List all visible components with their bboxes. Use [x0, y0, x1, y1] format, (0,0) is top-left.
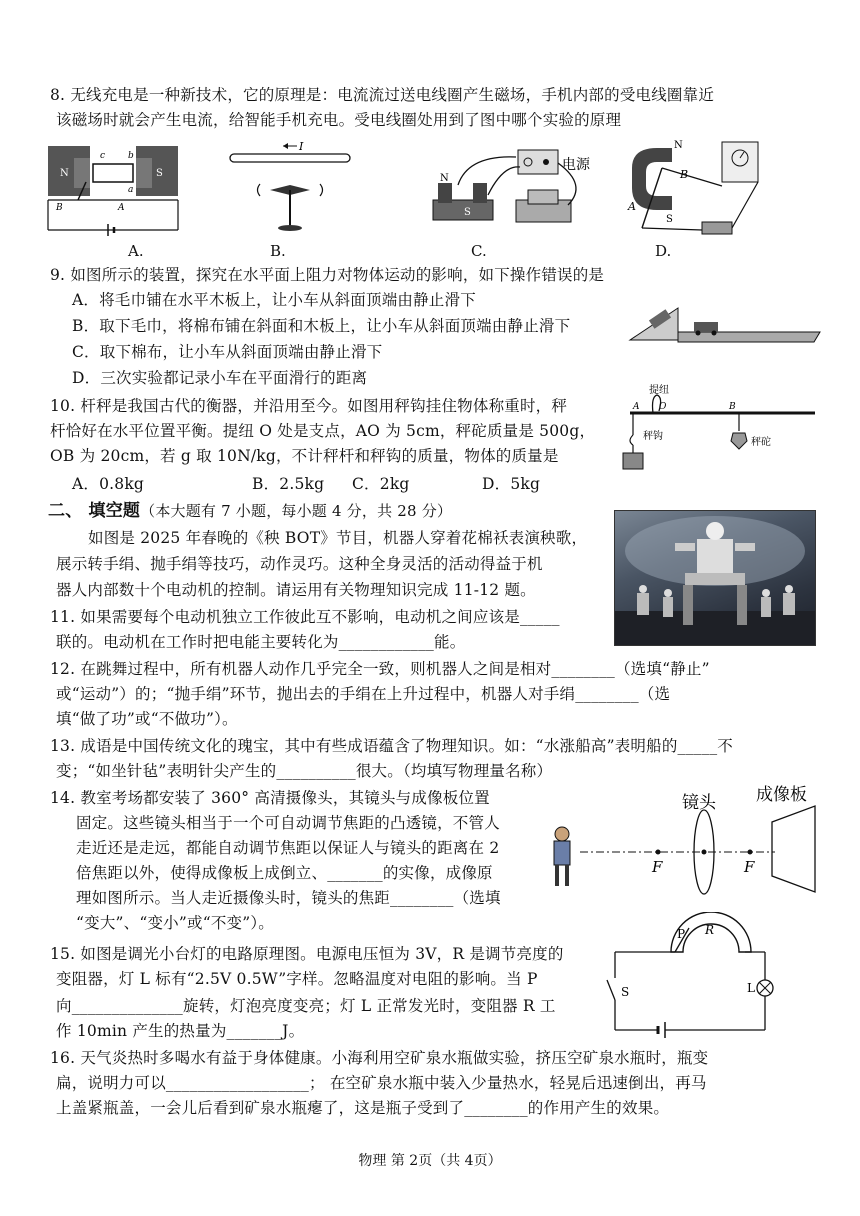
q8-d-label-b: B	[680, 168, 689, 181]
q8-a-label-A: A	[118, 203, 125, 213]
q8-d-label-n: N	[674, 140, 683, 151]
q14-line3: 走近还是走远，都能自动调节焦距以保证人与镜头的距离在 2	[76, 839, 500, 857]
q8-d-label-a: A	[628, 200, 636, 213]
intro-line1: 如图是 2025 年春晚的《秧 BOT》节目，机器人穿着花棉袄表演秧歌，	[88, 529, 588, 547]
q14-line6: “变大”、“变小”或“不变”）。	[76, 914, 274, 932]
q14-line1: 14. 教室考场都安装了 360° 高清摄像头，其镜头与成像板位置	[50, 789, 490, 807]
q9-option-c: C．取下棉布，让小车从斜面顶端由静止滑下	[72, 343, 383, 361]
q14-line4: 倍焦距以外，使得成像板上成倒立、_______的实像，成像原	[76, 864, 493, 882]
q14-lens-label: 镜头	[682, 793, 716, 813]
q8-line1: 8. 无线充电是一种新技术，它的原理是：电流流过送电线圈产生磁场，手机内部的受电线圈靠近	[50, 86, 715, 104]
q11-line2: 联的。电动机在工作时把电能主要转化为____________能。	[56, 633, 466, 651]
q14-line2: 固定。这些镜头相当于一个可自动调节焦距的凸透镜，不管人	[76, 814, 500, 832]
q14-focus-label-right: F	[744, 858, 755, 876]
q8-option-d: D.	[655, 242, 672, 260]
q8-option-c: C.	[471, 242, 487, 260]
q16-line1: 16. 天气炎热时多喝水有益于身体健康。小海利用空矿泉水瓶做实验，挤压空矿泉水瓶时，瓶变	[50, 1049, 709, 1067]
q10-label-o: O	[659, 402, 667, 412]
q12-line1: 12. 在跳舞过程中，所有机器人动作几乎完全一致，则机器人之间是相对________（选填“静止”	[50, 660, 710, 678]
q15-label-r: R	[705, 923, 715, 937]
q12-line3: 填“做了功”或“不做功”）。	[56, 710, 238, 728]
q8-a-label-c: c	[100, 151, 106, 161]
q9-ramp-figure	[628, 300, 823, 350]
intro-line2: 展示转手绢、抛手绢等技巧，动作灵巧。这种全身灵活的活动得益于机	[56, 555, 543, 573]
q8-a-label-s: S	[156, 168, 163, 179]
q15-label-p: P	[677, 927, 686, 941]
q8-c-label-n: N	[440, 173, 449, 184]
q14-focus-label-left: F	[652, 858, 663, 876]
q8-option-a: A.	[128, 242, 144, 260]
q14-board-label: 成像板	[756, 785, 807, 805]
section2-title	[48, 500, 452, 522]
q14-lens-figure	[540, 780, 830, 900]
q15-line4: 作 10min 产生的热量为_______J。	[56, 1022, 305, 1040]
q8-figure-c	[428, 145, 598, 240]
q15-line2: 变阻器，灯 L 标有“2.5V 0.5W”字样。忽略温度对电阻的影响。当 P	[56, 970, 538, 988]
q15-circuit-figure	[605, 912, 805, 1042]
q11-line1: 11. 如果需要每个电动机独立工作彼此互不影响，电动机之间应该是_____	[50, 608, 560, 626]
q10-knob-label: 提纽	[649, 385, 669, 396]
q15-label-l: L	[747, 981, 755, 995]
q8-a-label-b: b	[128, 151, 134, 161]
q8-option-b: B.	[270, 242, 286, 260]
q8-c-label-s: S	[464, 207, 471, 218]
q9-stem: 9. 如图所示的装置，探究在水平面上阻力对物体运动的影响，如下操作错误的是	[50, 266, 605, 284]
q15-label-s: S	[621, 985, 630, 999]
q10-steelyard-figure	[615, 383, 820, 473]
q8-a-label-n: N	[60, 168, 69, 179]
q8-a-label-B: B	[56, 203, 63, 213]
q10-option-d: D．5kg	[482, 475, 541, 493]
q8-line2: 该磁场时就会产生电流，给智能手机充电。受电线圈处用到了图中哪个实验的原理	[56, 111, 622, 129]
q16-line3: 上盖紧瓶盖，一会儿后看到矿泉水瓶瘪了，这是瓶子受到了________的作用产生的效果。	[56, 1099, 670, 1117]
q8-figure-d	[622, 138, 782, 243]
q8-c-power-label: 电源	[562, 157, 590, 173]
page-footer: 物理 第 2页（共 4页）	[358, 1153, 502, 1169]
q9-option-d: D．三次实验都记录小车在平面滑行的距离	[72, 369, 368, 387]
q16-line2: 扁，说明力可以__________________； 在空矿泉水瓶中装入少量热水，轻晃后迅速倒出，再马	[56, 1074, 707, 1092]
q15-line3: 向______________旋转，灯泡亮度变亮；灯 L 正常发光时，变阻器 R 工	[56, 997, 556, 1015]
q10-line3: OB 为 20cm，若 g 取 10N/kg，不计秤杆和秤钩的质量，物体的质量是	[50, 447, 559, 465]
q9-option-b: B．取下毛巾，将棉布铺在斜面和木板上，让小车从斜面顶端由静止滑下	[72, 317, 571, 335]
q10-label-b: B	[729, 402, 736, 412]
q13-line2: 变；“如坐针毡”表明针尖产生的__________很大。（均填写物理量名称）	[56, 762, 553, 780]
q10-label-a: A	[633, 402, 640, 412]
q10-option-c: C．2kg	[352, 475, 410, 493]
q8-figure-b	[225, 140, 355, 235]
robot-dance-photo	[614, 510, 816, 646]
q14-line5: 理如图所示。当人走近摄像头时，镜头的焦距________（选填	[76, 889, 501, 907]
intro-line3: 器人内部数十个电动机的控制。请运用有关物理知识完成 11-12 题。	[56, 581, 536, 599]
section2-title-text: 二、 填空题	[48, 501, 141, 521]
q8-d-label-s: S	[666, 214, 673, 225]
q10-hook-label: 秤钩	[643, 431, 663, 442]
q10-line2: 杆恰好在水平位置平衡。提纽 O 处是支点，AO 为 5cm，秤砣质量是 500g，	[50, 422, 596, 440]
q9-option-a: A．将毛巾铺在水平木板上，让小车从斜面顶端由静止滑下	[72, 291, 476, 309]
q10-option-a: A．0.8kg	[72, 475, 145, 493]
q15-line1: 15. 如图是调光小台灯的电路原理图。电源电压恒为 3V，R 是调节亮度的	[50, 945, 564, 963]
q10-option-b: B．2.5kg	[252, 475, 325, 493]
q12-line2: 或“运动”）的；“抛手绢”环节，抛出去的手绢在上升过程中，机器人对手绢________（选	[56, 685, 671, 703]
section2-note: （本大题有 7 小题，每小题 4 分，共 28 分）	[140, 502, 453, 520]
q8-b-current-label: I	[299, 140, 304, 153]
q8-a-label-a: a	[128, 185, 134, 195]
q10-line1: 10. 杆秤是我国古代的衡器，并沿用至今。如图用秤钩挂住物体称重时，秤	[50, 397, 568, 415]
q8-figure-a	[38, 138, 188, 238]
q10-weight-label: 秤砣	[751, 437, 771, 448]
q13-line1: 13. 成语是中国传统文化的瑰宝，其中有些成语蕴含了物理知识。如：“水涨船高”表明船的_____不	[50, 737, 733, 755]
